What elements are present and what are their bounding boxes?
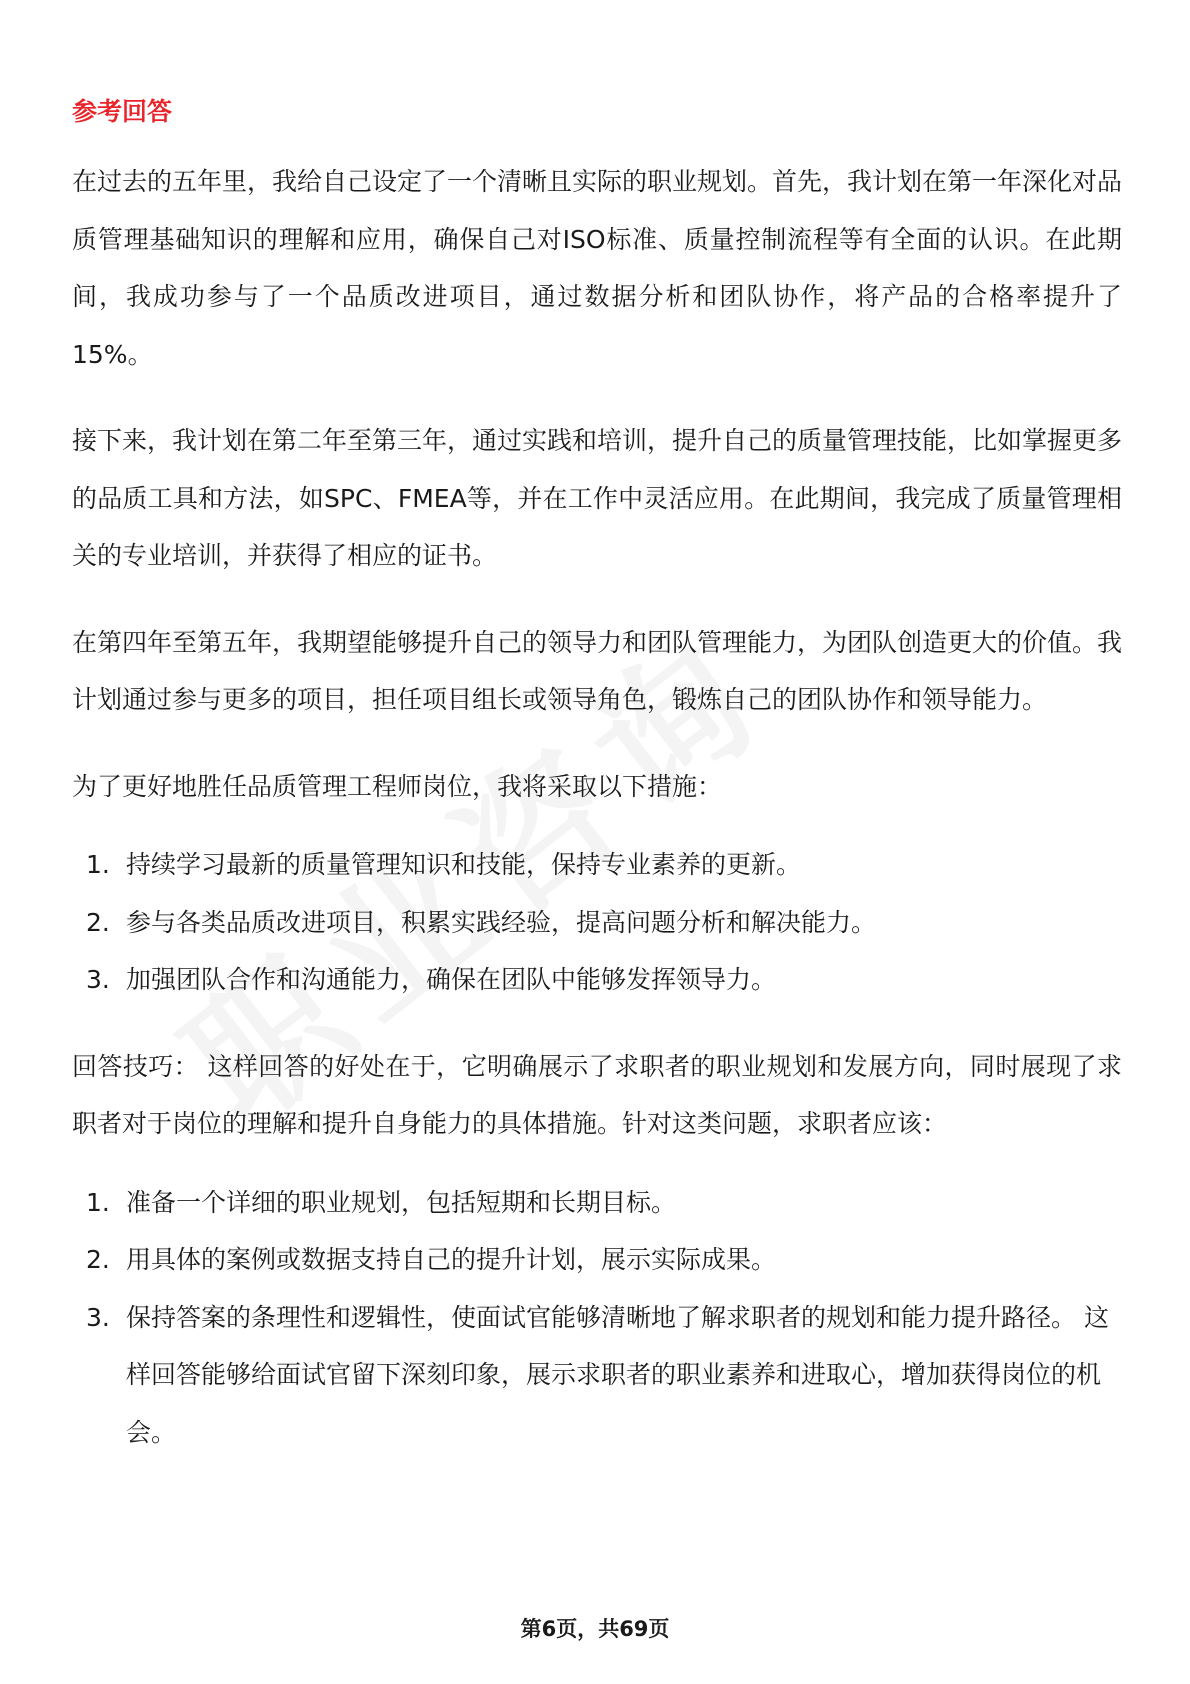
list-item	[72, 1231, 1122, 1289]
list-item-text: 参与各类品质改进项目，积累实践经验，提高问题分析和解决能力。	[126, 907, 877, 937]
list-item	[72, 951, 1122, 1009]
list-item	[72, 836, 1122, 894]
paragraph-answer-tips: 回答技巧： 这样回答的好处在于，它明确展示了求职者的职业规划和发展方向，同时展现了求职者对于岗位的理解和提升自身能力的具体措施。针对这类问题，求职者应该：	[72, 1051, 1122, 1138]
list-item	[72, 894, 1122, 952]
tips-list	[72, 1174, 1122, 1462]
list-item-number: 1.	[86, 1187, 110, 1217]
paragraph-plan-year-one: 在过去的五年里，我给自己设定了一个清晰且实际的职业规划。首先，我计划在第一年深化对品质管理基础知识的理解和应用，确保自己对ISO标准、质量控制流程等有全面的认识。在此期间，我成功参与了一个品质改进项目，通过数据分析和团队协作，将产品的合格率提升了15%。	[72, 167, 1123, 369]
page-number-footer: 第6页，共69页	[520, 1617, 670, 1641]
list-item-number: 3.	[86, 1302, 110, 1332]
list-item-text: 保持答案的条理性和逻辑性，使面试官能够清晰地了解求职者的规划和能力提升路径。 这样回答能够给面试官留下深刻印象，展示求职者的职业素养和进取心，增加获得岗位的机会。	[126, 1302, 1109, 1447]
paragraph-measures-intro: 为了更好地胜任品质管理工程师岗位，我将采取以下措施：	[72, 771, 723, 801]
list-item-text: 准备一个详细的职业规划，包括短期和长期目标。	[126, 1187, 677, 1217]
list-item-number: 2.	[86, 1245, 110, 1274]
list-item-number: 2.	[86, 907, 110, 937]
list-item-number: 3.	[86, 965, 110, 994]
paragraph-plan-year-two-three: 接下来，我计划在第二年至第三年，通过实践和培训，提升自己的质量管理技能，比如掌握更多的品质工具和方法，如SPC、FMEA等，并在工作中灵活应用。在此期间，我完成了质量管理相关的专业培训，并获得了相应的证书。	[72, 426, 1123, 570]
list-item	[72, 1174, 1122, 1232]
list-item-number: 1.	[86, 850, 110, 879]
measures-list	[72, 836, 1122, 1009]
list-item	[72, 1289, 1122, 1462]
section-title: 参考回答	[72, 97, 173, 126]
paragraph-plan-year-four-five: 在第四年至第五年，我期望能够提升自己的领导力和团队管理能力，为团队创造更大的价值。我计划通过参与更多的项目，担任项目组长或领导角色，锻炼自己的团队协作和领导能力。	[72, 627, 1123, 714]
list-item-text: 加强团队合作和沟通能力，确保在团队中能够发挥领导力。	[126, 965, 777, 994]
document-body	[72, 88, 1122, 1490]
list-item-text: 持续学习最新的质量管理知识和技能，保持专业素养的更新。	[126, 850, 802, 879]
list-item-text: 用具体的案例或数据支持自己的提升计划，展示实际成果。	[126, 1245, 777, 1274]
